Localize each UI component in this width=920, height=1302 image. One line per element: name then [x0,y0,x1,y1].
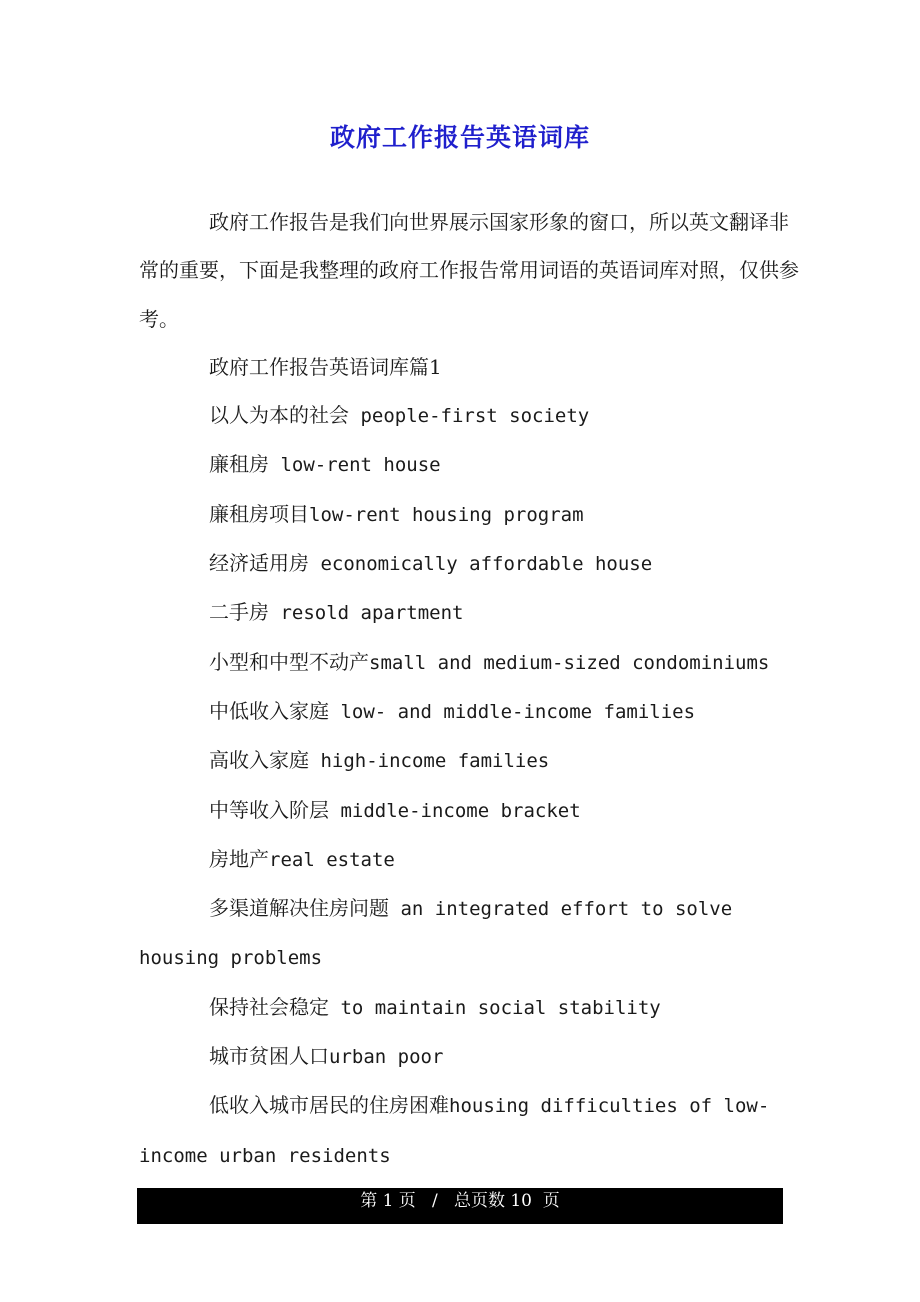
glossary-entry [139,490,799,539]
glossary-entry [139,736,799,785]
entry-english: high-income families [309,750,550,773]
glossary-entry [139,687,799,736]
section-heading: 政府工作报告英语词库篇1 [209,354,442,379]
entry-english: housing difficulties of low-income urban residents [139,1095,770,1167]
entry-chinese: 廉租房 [209,452,269,477]
entry-chinese: 房地产 [209,846,269,871]
entry-chinese: 二手房 [209,600,269,625]
entry-english: urban poor [329,1046,444,1069]
glossary-entry [139,1081,799,1180]
entry-chinese: 中等收入阶层 [209,797,329,822]
entry-chinese: 中低收入家庭 [209,698,329,723]
glossary-entry [139,440,799,489]
entry-chinese: 经济适用房 [209,551,309,576]
document-body [139,198,799,1180]
entry-english: low- and middle-income families [329,700,696,723]
document-title: 政府工作报告英语词库 [329,123,590,152]
entry-english: low-rent house [269,454,441,477]
entry-chinese: 高收入家庭 [209,748,309,773]
entry-chinese: 城市贫困人口 [209,1044,329,1069]
glossary-entry [139,539,799,588]
entry-english: real estate [269,848,395,871]
entry-chinese: 多渠道解决住房问题 [209,896,389,921]
entry-english: middle-income bracket [329,799,581,822]
entry-chinese: 廉租房项目 [209,501,309,526]
page-number-label: 第 1 页 / 总页数 10 页 [360,1191,560,1211]
glossary-entry [139,391,799,440]
glossary-entry [139,1032,799,1081]
entry-chinese: 低收入城市居民的住房困难 [209,1093,449,1118]
entry-english: an integrated effort to solve housing problems [139,898,733,970]
entry-chinese: 小型和中型不动产 [209,649,369,674]
glossary-entry [139,786,799,835]
intro-paragraph: 政府工作报告是我们向世界展示国家形象的窗口，所以英文翻译非常的重要，下面是我整理的政府工作报告常用词语的英语词库对照，仅供参考。 [139,210,799,331]
entry-english: people-first society [349,405,590,428]
glossary-entry [139,835,799,884]
page-footer [137,1188,783,1224]
entry-english: low-rent housing program [309,503,584,526]
glossary-entry [139,983,799,1032]
glossary-entry [139,588,799,637]
glossary-entry [139,884,799,983]
entry-english: to maintain social stability [329,996,661,1019]
entry-english: small and medium-sized condominiums [369,651,770,674]
entry-chinese: 保持社会稳定 [209,994,329,1019]
entry-english: resold apartment [269,602,464,625]
entry-chinese: 以人为本的社会 [209,403,349,428]
glossary-entry [139,638,799,687]
entry-english: economically affordable house [309,553,653,576]
